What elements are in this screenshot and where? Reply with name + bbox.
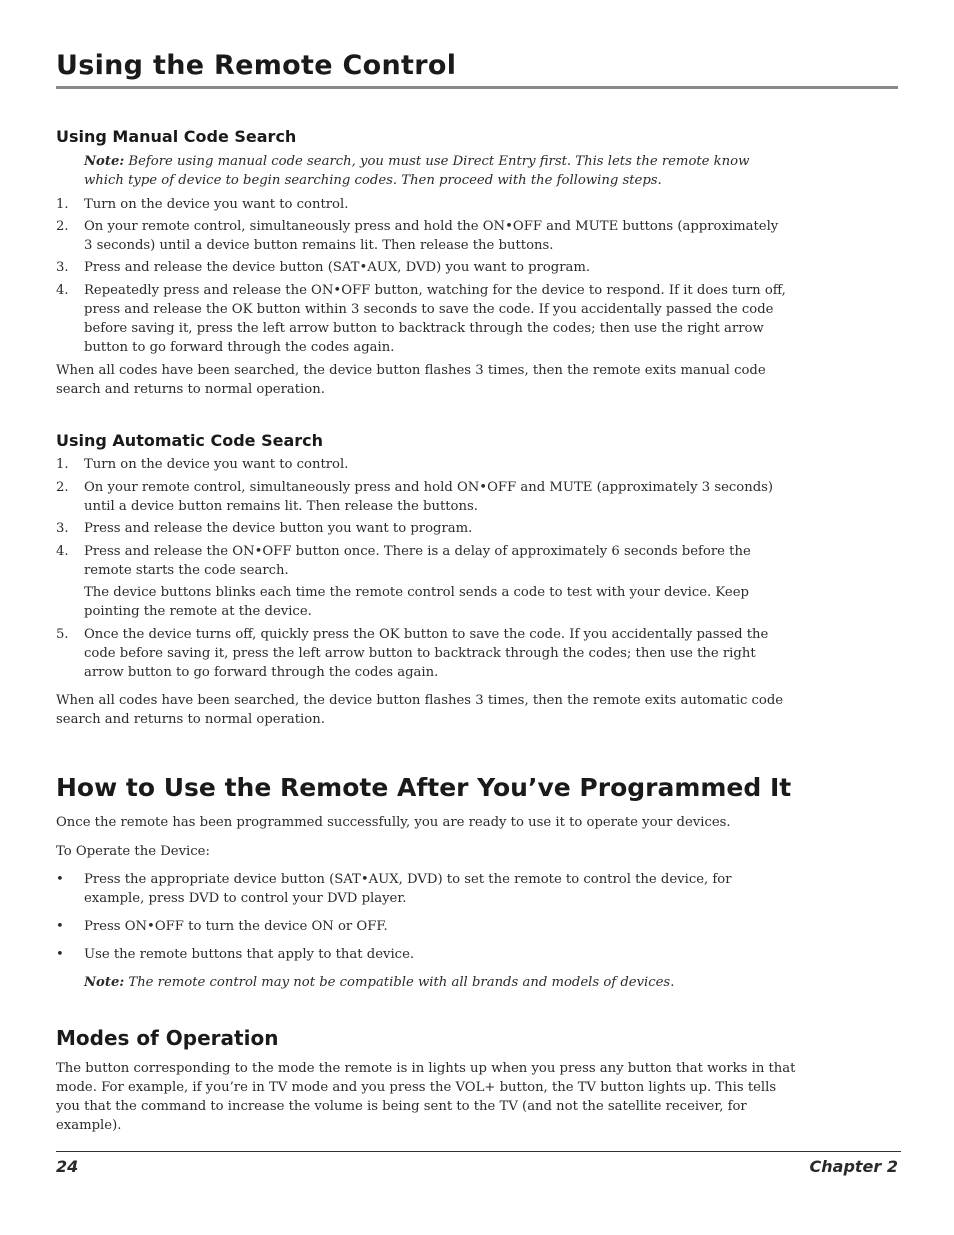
step-text: Press and release the device button (SAT•AUX, DVD) you want to program.	[84, 260, 591, 275]
step-text: Turn on the device you want to control.	[84, 197, 349, 212]
step-number: 2.	[56, 480, 69, 495]
bullet-mark: •	[56, 872, 64, 887]
manual-closing: When all codes have been searched, the device button flashes 3 times, then the remote exits manual code search and returns to normal operation.	[56, 363, 766, 397]
title-rule	[56, 86, 898, 89]
automatic-step4-detail: The device buttons blinks each time the remote control sends a code to test with your device. Keep pointing the remote at the device.	[84, 585, 749, 619]
manual-note-label: Note:	[84, 154, 125, 169]
step-text: Press and release the device button you want to program.	[84, 521, 473, 536]
howto-note	[84, 973, 784, 992]
step-text: Once the device turns off, quickly press the OK button to save the code. If you accidentally passed the code before saving it, press the left arrow button to backtrack through the codes; then use the right arrow button to go forward through the codes again.	[84, 627, 769, 680]
operate-label: To Operate the Device:	[56, 844, 210, 859]
step-number: 3.	[56, 521, 69, 536]
step-text: On your remote control, simultaneously press and hold ON•OFF and MUTE (approximately 3 seconds) until a device button remains lit. Then release the buttons.	[84, 480, 774, 514]
howto-note-label: Note:	[84, 975, 125, 990]
bullet-text: Press ON•OFF to turn the device ON or OFF.	[84, 919, 388, 934]
step-text: Turn on the device you want to control.	[84, 457, 349, 472]
step-number: 1.	[56, 457, 69, 472]
bullet-text: Press the appropriate device button (SAT•AUX, DVD) to set the remote to control the device, for example, press DVD to control your DVD player.	[84, 872, 732, 906]
step-number: 2.	[56, 219, 69, 234]
modes-text: The button corresponding to the mode the remote is in lights up when you press any button that works in that mode. For example, if you’re in TV mode and you press the VOL+ button, the TV button lights up. This tells you that the command to increase the volume is being sent to the TV (and not the satellite receiver, for example).	[56, 1061, 796, 1133]
step-number: 4.	[56, 283, 69, 298]
step-text: Press and release the ON•OFF button once. There is a delay of approximately 6 seconds before the remote starts the code search.	[84, 544, 751, 578]
bullet-mark: •	[56, 919, 64, 934]
step-text: Repeatedly press and release the ON•OFF button, watching for the device to respond. If it does turn off, press and release the OK button within 3 seconds to save the code. If you accidentally passed the code before saving it, press the left arrow button to backtrack through the codes; then use the right arrow button to go forward through the codes again.	[84, 283, 786, 355]
automatic-closing: When all codes have been searched, the device button flashes 3 times, then the remote exits automatic code search and returns to normal operation.	[56, 693, 784, 727]
step-number: 1.	[56, 197, 69, 212]
howto-intro: Once the remote has been programmed successfully, you are ready to use it to operate your devices.	[56, 815, 731, 830]
step-number: 5.	[56, 627, 69, 642]
howto-heading: How to Use the Remote After You’ve Programmed It	[56, 773, 792, 802]
footer-rule	[56, 1151, 901, 1152]
bullet-mark: •	[56, 947, 64, 962]
modes-heading: Modes of Operation	[56, 1026, 279, 1050]
step-number: 3.	[56, 260, 69, 275]
manual-search-heading: Using Manual Code Search	[56, 127, 297, 146]
manual-note-text: Before using manual code search, you must use Direct Entry first. This lets the remote know which type of device to begin searching codes. Then proceed with the following steps.	[84, 154, 750, 188]
manual-note	[84, 152, 784, 190]
step-number: 4.	[56, 544, 69, 559]
chapter-label: Chapter 2	[809, 1157, 898, 1176]
page-title: Using the Remote Control	[56, 50, 457, 81]
page-number: 24	[56, 1157, 79, 1176]
step-text: On your remote control, simultaneously press and hold the ON•OFF and MUTE buttons (approximately 3 seconds) until a device button remains lit. Then release the buttons.	[84, 219, 779, 253]
automatic-search-heading: Using Automatic Code Search	[56, 431, 324, 450]
bullet-text: Use the remote buttons that apply to that device.	[84, 947, 415, 962]
howto-note-text: The remote control may not be compatible with all brands and models of devices.	[124, 975, 675, 990]
